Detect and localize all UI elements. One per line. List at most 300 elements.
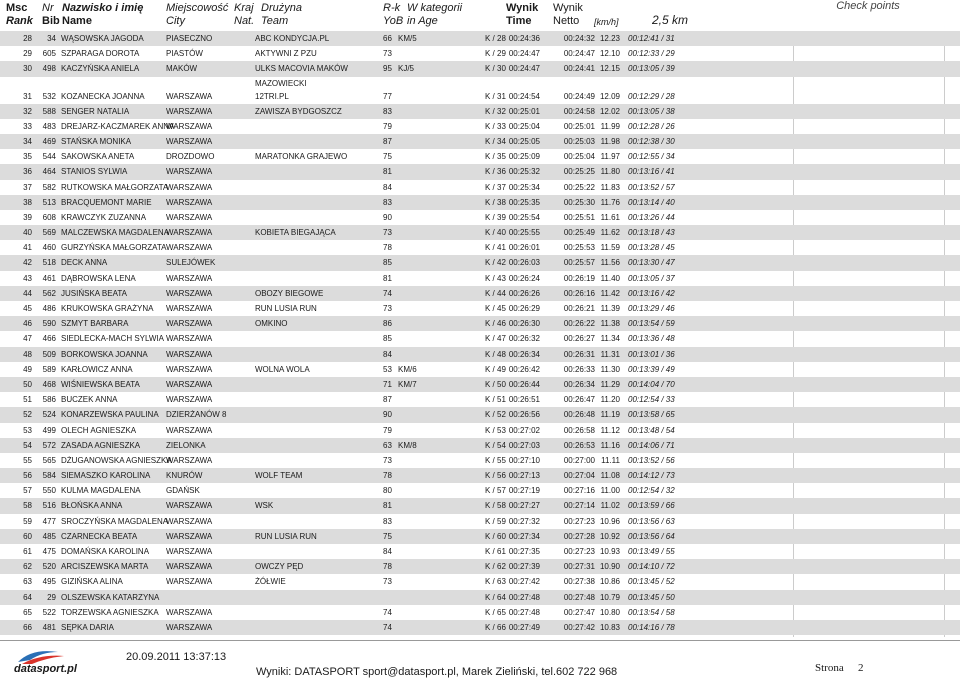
age-category-cell: K / 42 — [485, 258, 506, 268]
table-row — [0, 347, 960, 362]
name-cell: KARŁOWICZ ANNA — [61, 364, 133, 374]
age-category-cell: K / 38 — [485, 197, 506, 207]
bib-cell: 565 — [42, 455, 56, 465]
split-cell: 00:13:59 / 66 — [628, 501, 675, 511]
time-cell: 00:27:32 — [508, 516, 540, 526]
header-netto: Netto — [553, 15, 580, 27]
age-category-cell: K / 44 — [485, 288, 506, 298]
yob-cell: 81 — [383, 501, 392, 511]
yob-cell: 81 — [383, 273, 392, 283]
name-cell: BRACQUEMONT MARIE — [61, 197, 152, 207]
age-category-cell: K / 64 — [485, 592, 506, 602]
table-row — [0, 46, 960, 61]
speed-cell: 10.92 — [599, 531, 620, 541]
header-wkat: W kategorii — [407, 2, 463, 14]
bib-cell: 588 — [42, 106, 56, 116]
yob-cell: 79 — [383, 425, 392, 435]
team-cell: RUN LUSIA RUN — [255, 304, 317, 313]
split-cell: 00:12:29 / 28 — [628, 91, 675, 101]
name-cell: SIEDLECKA-MACH SYLWIA — [61, 334, 164, 344]
age-category-cell: K / 29 — [485, 49, 506, 59]
yob-cell: 53 — [383, 364, 392, 374]
age-category-cell: K / 65 — [485, 607, 506, 617]
age-category-cell: K / 33 — [485, 121, 506, 131]
split-cell: 00:13:28 / 45 — [628, 243, 675, 253]
time-cell: 00:26:34 — [508, 349, 540, 359]
split-cell: 00:13:45 / 52 — [628, 577, 675, 587]
name-cell: BORKOWSKA JOANNA — [61, 349, 148, 359]
yob-cell: 75 — [383, 152, 392, 162]
name-cell: KOZANECKA JOANNA — [61, 91, 145, 101]
rank-cell: 50 — [23, 379, 32, 389]
team-cell: 12TRI.PL — [255, 91, 289, 101]
rank-cell: 45 — [23, 304, 32, 313]
split-cell: 00:13:05 / 39 — [628, 64, 675, 74]
age-category-cell: K / 61 — [485, 547, 506, 556]
time-cell: 00:27:27 — [508, 501, 540, 511]
team-cell: ABC KONDYCJA.PL — [255, 34, 330, 43]
city-cell: WARSZAWA — [166, 304, 213, 313]
rank-cell: 62 — [23, 562, 32, 572]
split-cell: 00:12:33 / 29 — [628, 49, 675, 59]
header-kmh: [km/h] — [594, 17, 619, 27]
time-cell: 00:26:03 — [508, 258, 540, 268]
header-inage: in Age — [407, 15, 438, 27]
age-category-cell: K / 34 — [485, 136, 506, 146]
speed-cell: 11.19 — [600, 410, 620, 420]
time-cell: 00:27:19 — [508, 486, 540, 496]
name-cell: KULMA MAGDALENA — [61, 486, 141, 496]
bib-cell: 572 — [42, 440, 56, 450]
rank-cell: 60 — [23, 531, 32, 541]
name-cell: DOMAŃSKA KAROLINA — [61, 547, 150, 556]
rank-cell: 59 — [23, 516, 32, 526]
header-yob: YoB — [383, 15, 404, 27]
time-cell: 00:27:39 — [508, 562, 540, 572]
split-cell: 00:12:28 / 26 — [628, 121, 675, 131]
age-category-cell: K / 63 — [485, 577, 506, 587]
header-druzyna: Drużyna — [261, 2, 302, 14]
yob-cell: 83 — [383, 106, 392, 116]
name-cell: MALCZEWSKA MAGDALENA — [61, 228, 170, 238]
bib-cell: 468 — [42, 379, 56, 389]
speed-cell: 11.30 — [600, 364, 620, 374]
name-cell: BŁOŃSKA ANNA — [61, 501, 123, 511]
city-cell: WARSZAWA — [166, 288, 213, 298]
speed-cell: 11.00 — [600, 486, 620, 496]
time-cell: 00:27:02 — [508, 425, 540, 435]
rank-cell: 30 — [23, 64, 32, 74]
city-cell: WARSZAWA — [166, 182, 213, 192]
rank-cell: 66 — [23, 622, 32, 632]
name-cell: BUCZEK ANNA — [61, 395, 118, 405]
speed-cell: 11.16 — [600, 440, 620, 450]
split-cell: 00:13:18 / 43 — [628, 228, 675, 238]
header-kraj: Kraj — [234, 2, 254, 14]
netto-time-cell: 00:26:21 — [563, 304, 595, 313]
rank-cell: 56 — [23, 471, 32, 481]
city-cell: WARSZAWA — [166, 379, 213, 389]
time-cell: 00:27:48 — [508, 607, 540, 617]
bib-cell: 475 — [42, 547, 56, 556]
header-check-points: Check points — [836, 0, 900, 12]
city-cell: WARSZAWA — [166, 197, 213, 207]
datasport-logo — [12, 646, 82, 674]
bib-cell: 562 — [42, 288, 56, 298]
city-cell: SULEJÓWEK — [166, 258, 216, 268]
bib-cell: 569 — [42, 228, 56, 238]
name-cell: KACZYŃSKA ANIELA — [61, 64, 140, 74]
split-cell: 00:14:16 / 78 — [628, 622, 675, 632]
speed-cell: 10.93 — [599, 547, 620, 556]
split-cell: 00:13:16 / 42 — [628, 288, 675, 298]
age-category-cell: K / 39 — [485, 212, 506, 222]
table-row — [0, 301, 960, 316]
page-number: 2 — [858, 662, 864, 674]
rank-cell: 42 — [23, 258, 32, 268]
table-row — [0, 590, 960, 605]
rank-cell: 44 — [23, 288, 32, 298]
rank-cell: 32 — [23, 106, 32, 116]
netto-time-cell: 00:26:27 — [563, 334, 595, 344]
table-row — [0, 331, 960, 346]
name-cell: SENGER NATALIA — [61, 106, 130, 116]
yob-cell: 90 — [383, 212, 392, 222]
city-cell: DROZDOWO — [166, 152, 215, 162]
time-cell: 00:27:03 — [508, 440, 540, 450]
netto-time-cell: 00:27:23 — [563, 516, 595, 526]
name-cell: OLSZEWSKA KATARZYNA — [61, 592, 160, 602]
bib-cell: 486 — [42, 304, 56, 313]
age-category-cell: K / 54 — [485, 440, 506, 450]
print-datetime: 20.09.2011 13:37:13 — [126, 651, 227, 663]
speed-cell: 11.11 — [601, 455, 620, 465]
time-cell: 00:26:26 — [508, 288, 540, 298]
city-cell: DZIERŻANÓW 8 — [166, 410, 227, 420]
speed-cell: 10.96 — [599, 516, 620, 526]
time-cell: 00:25:54 — [508, 212, 540, 222]
city-cell: WARSZAWA — [166, 349, 213, 359]
table-row — [0, 453, 960, 468]
name-cell: STANIOS SYLWIA — [61, 167, 128, 177]
time-cell: 00:26:56 — [508, 410, 540, 420]
age-category-cell: K / 59 — [485, 516, 506, 526]
bib-cell: 516 — [42, 501, 56, 511]
time-cell: 00:25:01 — [508, 106, 540, 116]
rank-cell: 31 — [23, 91, 32, 101]
split-cell: 00:13:30 / 47 — [628, 258, 675, 268]
team-cell: ŻÓŁWIE — [255, 577, 286, 587]
age-category-cell: K / 55 — [485, 455, 506, 465]
speed-cell: 11.98 — [600, 136, 620, 146]
rank-cell: 34 — [23, 136, 32, 146]
team-cell: AKTYWNI Z PZU — [255, 49, 317, 59]
city-cell: KNURÓW — [166, 471, 203, 481]
speed-cell: 11.08 — [600, 471, 620, 481]
split-cell: 00:13:36 / 48 — [628, 334, 675, 344]
age-category-cell: K / 53 — [485, 425, 506, 435]
bib-cell: 582 — [42, 182, 56, 192]
header-distance: 2,5 km — [652, 13, 689, 27]
rank-cell: 54 — [23, 440, 32, 450]
age-category-cell: K / 66 — [485, 622, 506, 632]
bib-cell: 498 — [42, 64, 56, 74]
speed-cell: 12.09 — [599, 91, 620, 101]
city-cell: PIASTÓW — [166, 49, 203, 59]
bib-cell: 481 — [42, 622, 56, 632]
speed-cell: 11.61 — [600, 212, 620, 222]
header-bib: Bib — [42, 15, 60, 27]
yob-cell: 73 — [383, 455, 392, 465]
age-category-cell: K / 28 — [485, 34, 506, 43]
age-category-cell: K / 36 — [485, 167, 506, 177]
time-cell: 00:26:51 — [508, 395, 540, 405]
name-cell: DECK ANNA — [61, 258, 108, 268]
speed-cell: 10.79 — [599, 592, 620, 602]
city-cell: WARSZAWA — [166, 425, 213, 435]
name-cell: ZASADA AGNIESZKA — [61, 440, 141, 450]
time-cell: 00:26:29 — [508, 304, 540, 313]
rank-cell: 37 — [23, 182, 32, 192]
time-cell: 00:26:44 — [508, 379, 540, 389]
netto-time-cell: 00:24:47 — [563, 49, 595, 59]
city-cell: WARSZAWA — [166, 531, 213, 541]
netto-time-cell: 00:25:49 — [563, 228, 595, 238]
yob-cell: 81 — [383, 167, 392, 177]
speed-cell: 10.83 — [599, 622, 620, 632]
table-row — [0, 559, 960, 574]
speed-cell: 11.99 — [600, 121, 620, 131]
split-cell: 00:13:52 / 57 — [628, 182, 675, 192]
netto-time-cell: 00:26:48 — [563, 410, 595, 420]
netto-time-cell: 00:27:48 — [563, 592, 595, 602]
age-category-cell: K / 62 — [485, 562, 506, 572]
rank-cell: 39 — [23, 212, 32, 222]
yob-cell: 78 — [383, 562, 392, 572]
name-cell: STAŃSKA MONIKA — [61, 136, 132, 146]
yob-cell: 84 — [383, 547, 392, 556]
team-cell: WOLNA WOLA — [255, 364, 310, 374]
category-tag-cell: KM/7 — [398, 379, 417, 389]
city-cell: WARSZAWA — [166, 501, 213, 511]
speed-cell: 12.02 — [599, 106, 620, 116]
netto-time-cell: 00:27:23 — [563, 547, 595, 556]
city-cell: WARSZAWA — [166, 577, 213, 587]
yob-cell: 87 — [383, 395, 392, 405]
city-cell: WARSZAWA — [166, 516, 213, 526]
city-line2-cell: MAZOWIECKI — [255, 78, 307, 88]
city-cell: WARSZAWA — [166, 364, 213, 374]
name-cell: JUSIŃSKA BEATA — [61, 288, 127, 298]
split-cell: 00:12:54 / 33 — [628, 395, 675, 405]
split-cell: 00:13:48 / 54 — [628, 425, 675, 435]
rank-cell: 29 — [23, 49, 32, 59]
table-row — [0, 544, 960, 559]
time-cell: 00:26:24 — [508, 273, 540, 283]
name-cell: SAKOWSKA ANETA — [61, 152, 135, 162]
split-cell: 00:13:05 / 37 — [628, 273, 675, 283]
bib-cell: 464 — [42, 167, 56, 177]
netto-time-cell: 00:25:03 — [563, 136, 595, 146]
rank-cell: 55 — [23, 455, 32, 465]
results-table — [0, 31, 960, 635]
time-cell: 00:27:10 — [508, 455, 540, 465]
team-cell: OWCZY PĘD — [255, 562, 304, 572]
yob-cell: 84 — [383, 349, 392, 359]
split-cell: 00:13:05 / 38 — [628, 106, 675, 116]
netto-time-cell: 00:27:00 — [563, 455, 595, 465]
split-cell: 00:13:56 / 64 — [628, 531, 675, 541]
time-cell: 00:27:42 — [508, 577, 540, 587]
netto-time-cell: 00:26:33 — [563, 364, 595, 374]
bib-cell: 477 — [42, 516, 56, 526]
bib-cell: 29 — [47, 592, 56, 602]
team-cell: ZAWISZA BYDGOSZCZ — [255, 106, 342, 116]
speed-cell: 11.56 — [600, 258, 620, 268]
speed-cell: 12.15 — [599, 64, 620, 74]
team-cell: WSK — [255, 501, 274, 511]
speed-cell: 11.31 — [600, 349, 620, 359]
bib-cell: 483 — [42, 121, 56, 131]
age-category-cell: K / 47 — [485, 334, 506, 344]
speed-cell: 11.42 — [600, 288, 620, 298]
split-cell: 00:12:41 / 31 — [628, 34, 675, 43]
yob-cell: 85 — [383, 334, 392, 344]
table-row — [0, 392, 960, 407]
netto-time-cell: 00:25:51 — [563, 212, 595, 222]
split-cell: 00:12:55 / 34 — [628, 152, 675, 162]
team-cell: WOLF TEAM — [255, 471, 303, 481]
split-cell: 00:13:54 / 58 — [628, 607, 675, 617]
city-cell: WARSZAWA — [166, 228, 213, 238]
name-cell: CZARNECKA BEATA — [61, 531, 138, 541]
bib-cell: 469 — [42, 136, 56, 146]
age-category-cell: K / 32 — [485, 106, 506, 116]
netto-time-cell: 00:26:22 — [563, 319, 595, 329]
split-cell: 00:13:49 / 55 — [628, 547, 675, 556]
bib-cell: 461 — [42, 273, 56, 283]
rank-cell: 57 — [23, 486, 32, 496]
rank-cell: 36 — [23, 167, 32, 177]
age-category-cell: K / 56 — [485, 471, 506, 481]
table-row — [0, 514, 960, 529]
table-row — [0, 362, 960, 377]
city-cell: WARSZAWA — [166, 243, 213, 253]
page-footer — [0, 640, 960, 679]
table-row — [0, 605, 960, 620]
split-cell: 00:13:56 / 63 — [628, 516, 675, 526]
name-cell: ARCISZEWSKA MARTA — [61, 562, 149, 572]
table-row — [0, 407, 960, 422]
table-row — [0, 164, 960, 179]
name-cell: SIEMASZKO KAROLINA — [61, 471, 151, 481]
time-cell: 00:24:36 — [508, 34, 540, 43]
time-cell: 00:27:49 — [508, 622, 540, 632]
team-cell: OBOZY BIEGOWE — [255, 288, 324, 298]
table-row — [0, 31, 960, 46]
table-row — [0, 180, 960, 195]
city-cell: WARSZAWA — [166, 455, 213, 465]
page-label: Strona — [815, 662, 844, 674]
age-category-cell: K / 30 — [485, 64, 506, 74]
table-row — [0, 286, 960, 301]
age-category-cell: K / 35 — [485, 152, 506, 162]
category-tag-cell: KM/8 — [398, 440, 417, 450]
rank-cell: 58 — [23, 501, 32, 511]
name-cell: RUTKOWSKA MAŁGORZATA — [61, 182, 169, 192]
split-cell: 00:13:45 / 50 — [628, 592, 675, 602]
netto-time-cell: 00:25:22 — [563, 182, 595, 192]
team-cell: RUN LUSIA RUN — [255, 531, 317, 541]
netto-time-cell: 00:27:42 — [563, 622, 595, 632]
split-cell: 00:14:12 / 73 — [628, 471, 675, 481]
table-row — [0, 119, 960, 134]
city-cell: WARSZAWA — [166, 319, 213, 329]
bib-cell: 590 — [42, 319, 56, 329]
rank-cell: 38 — [23, 197, 32, 207]
header-nr: Nr — [42, 2, 54, 14]
age-category-cell: K / 52 — [485, 410, 506, 420]
yob-cell: 77 — [383, 91, 392, 101]
netto-time-cell: 00:26:47 — [563, 395, 595, 405]
city-cell: WARSZAWA — [166, 273, 213, 283]
bib-cell: 460 — [42, 243, 56, 253]
table-row — [0, 423, 960, 438]
bib-cell: 589 — [42, 364, 56, 374]
netto-time-cell: 00:27:38 — [563, 577, 595, 587]
bib-cell: 524 — [42, 410, 56, 420]
table-row — [0, 61, 960, 76]
bib-cell: 485 — [42, 531, 56, 541]
age-category-cell: K / 57 — [485, 486, 506, 496]
yob-cell: 73 — [383, 577, 392, 587]
time-cell: 00:27:48 — [508, 592, 540, 602]
speed-cell: 11.62 — [600, 228, 620, 238]
name-cell: KRUKOWSKA GRAŻYNA — [61, 304, 154, 313]
split-cell: 00:13:14 / 40 — [628, 197, 675, 207]
rank-cell: 46 — [23, 319, 32, 329]
bib-cell: 466 — [42, 334, 56, 344]
split-cell: 00:14:10 / 72 — [628, 562, 675, 572]
city-cell: WARSZAWA — [166, 136, 213, 146]
netto-time-cell: 00:25:30 — [563, 197, 595, 207]
time-cell: 00:24:47 — [508, 49, 540, 59]
city-cell: WARSZAWA — [166, 121, 213, 131]
split-cell: 00:14:06 / 71 — [628, 440, 675, 450]
split-cell: 00:13:39 / 49 — [628, 364, 675, 374]
rank-cell: 51 — [23, 395, 32, 405]
name-cell: DŻUGANOWSKA AGNIESZKA — [61, 455, 172, 465]
rank-cell: 52 — [23, 410, 32, 420]
age-category-cell: K / 46 — [485, 319, 506, 329]
table-row — [0, 620, 960, 635]
split-cell: 00:13:54 / 59 — [628, 319, 675, 329]
city-cell: WARSZAWA — [166, 167, 213, 177]
name-cell: KRAWCZYK ZUZANNA — [61, 212, 147, 222]
header-rk: R-k — [383, 2, 401, 14]
netto-time-cell: 00:26:31 — [563, 349, 595, 359]
speed-cell: 11.02 — [600, 501, 620, 511]
name-cell: OLECH AGNIESZKA — [61, 425, 137, 435]
speed-cell: 12.23 — [599, 34, 620, 43]
header-wynik1: Wynik — [506, 2, 539, 14]
speed-cell: 10.86 — [599, 577, 620, 587]
speed-cell: 11.97 — [600, 152, 620, 162]
yob-cell: 80 — [383, 486, 392, 496]
city-cell: WARSZAWA — [166, 547, 213, 556]
table-row — [0, 104, 960, 119]
bib-cell: 584 — [42, 471, 56, 481]
